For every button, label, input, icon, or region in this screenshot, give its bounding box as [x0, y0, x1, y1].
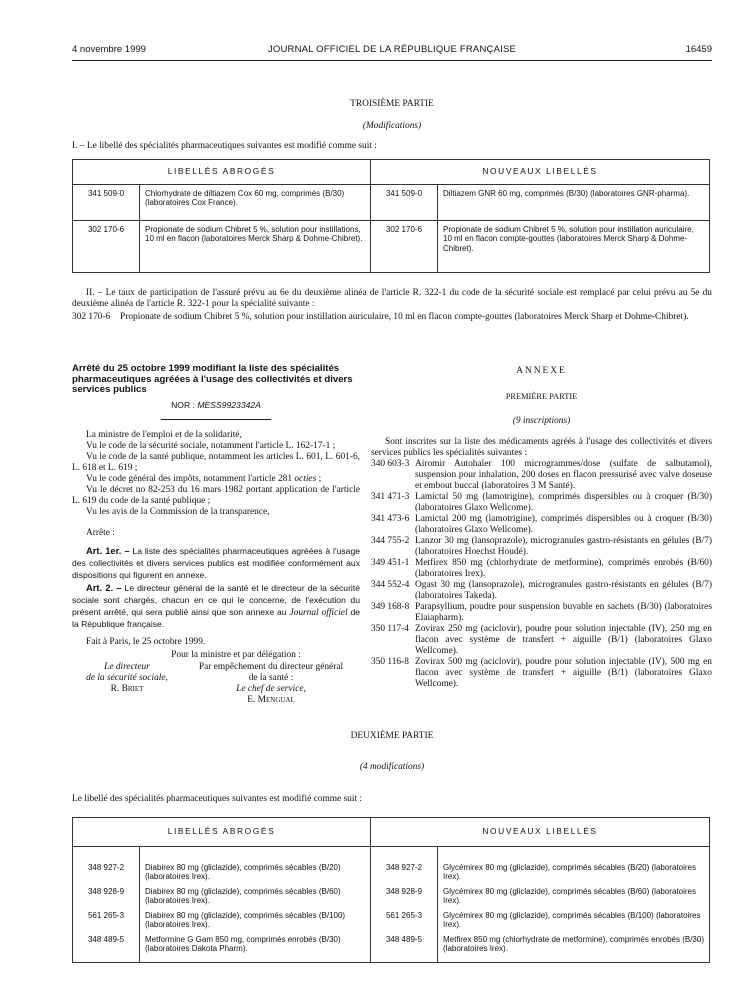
- text-old: Chlorhydrate de diltiazem Cox 60 mg, comprimés (B/30) (laboratoires Cox France).: [140, 184, 371, 220]
- part-two-subtitle: (4 modifications): [359, 762, 425, 772]
- code-new: 348 489-5: [371, 934, 438, 963]
- part-three-intro: I. – Le libellé des spécialités pharmaceutiques suivantes est modifié comme suit :: [72, 141, 377, 151]
- inscription-code: 344 552-4: [371, 580, 410, 590]
- page-number: 16459: [685, 44, 712, 55]
- inscription-code: 341 473-6: [371, 514, 410, 524]
- issue-date: 4 novembre 1999: [72, 44, 146, 55]
- list-item: [371, 624, 712, 657]
- inscription-text: Ogast 30 mg (lansoprazole), microgranules gastro-résistants en gélules (B/7) (laboratoires Takeda).: [415, 580, 712, 601]
- title-rule: [161, 419, 271, 420]
- inscription-code: 344 755-2: [371, 536, 410, 546]
- table-row: [73, 846, 710, 886]
- paragraph-ii-entry: [72, 312, 712, 323]
- text-new: Glycémirex 80 mg (gliclazide), comprimés sécables (B/20) (laboratoires Irex).: [438, 846, 710, 886]
- text-old: Metformine G Gam 850 mg, comprimés enrobés (B/30) (laboratoires Dakota Pharm).: [140, 934, 371, 963]
- annexe-title: ANNEXE: [516, 366, 567, 376]
- table-head-nouveaux: NOUVEAUX LIBELLÉS: [371, 160, 710, 185]
- inscription-text: Metfirex 850 mg (chlorhydrate de metformine), comprimés enrobés (B/60) (laboratoires Irex).: [415, 558, 712, 579]
- nor-label: NOR :: [171, 399, 195, 410]
- inscription-text: Lamictal 200 mg (lamotrigine), comprimés dispersibles ou à croquer (B/30) (laboratoires Glaxo Wellcome).: [415, 514, 712, 535]
- code-new: 561 265-3: [371, 910, 438, 934]
- annexe-part: PREMIÈRE PARTIE: [505, 392, 578, 401]
- text-old: Diabirex 80 mg (gliclazide), comprimés sécables (B/100) (laboratoires Irex).: [140, 910, 371, 934]
- table-row: [73, 910, 710, 934]
- text-new: Metfirex 850 mg (chlorhydrate de metformine), comprimés enrobés (B/30) (laboratoires Irex).: [438, 934, 710, 963]
- nor-line: [72, 400, 360, 411]
- annexe-sub: (9 inscriptions): [512, 416, 571, 426]
- list-item: [371, 459, 712, 492]
- arrete-label: Arrête :: [86, 527, 115, 538]
- code-old: 302 170-6: [73, 220, 140, 272]
- signature-right: Par empêchement du directeur général de la santé : Le chef de service, E. Mengual: [182, 662, 360, 706]
- list-item: [371, 514, 712, 536]
- code-new: 302 170-6: [371, 220, 438, 272]
- list-item: [371, 657, 712, 690]
- list-item: [371, 558, 712, 580]
- inscription-code: 350 116-8: [371, 657, 409, 667]
- text-old: Diabirex 80 mg (gliclazide), comprimés sécables (B/20) (laboratoires Irex).: [140, 846, 371, 886]
- signature-left: Le directeur de la sécurité sociale, R. Briet: [72, 662, 182, 706]
- running-header: [72, 44, 712, 58]
- signatory-briet: R. Briet: [110, 683, 144, 694]
- code-old: 348 928-9: [73, 886, 140, 910]
- entry-code: 302 170-6: [72, 312, 111, 322]
- article-1-label: Art. 1er. –: [86, 544, 130, 556]
- visa-4: Vu le décret no 82-253 du 16 mars 1982 portant application de l'article L. 619 du code de la santé publique ;: [72, 484, 360, 506]
- annexe-intro: Sont inscrites sur la liste des médicaments agréés à l'usage des collectivités et divers services publics les spécialités suivantes :: [371, 437, 712, 458]
- signatures: [72, 662, 360, 706]
- signatory-mengual: E. Mengual: [247, 694, 295, 705]
- table-head-abroges: LIBELLÉS ABROGÉS: [73, 818, 371, 847]
- part-three-title: TROISIÈME PARTIE: [350, 99, 434, 109]
- inscription-code: 350 117-4: [371, 624, 409, 634]
- inscription-text: Zovirax 500 mg (aciclovir), poudre pour solution injectable (IV), 500 mg en flacon avec système de transfert + aiguille (B/1) (laboratoires Glaxo Wellcome).: [415, 657, 712, 689]
- inscription-text: Zovirax 250 mg (aciclovir), poudre pour solution injectable (IV), 250 mg en flacon avec système de transfert + aiguille (B/1) (laboratoires Glaxo Wellcome).: [415, 624, 712, 656]
- inscription-code: 341 471-3: [371, 492, 410, 502]
- table-head-nouveaux: NOUVEAUX LIBELLÉS: [371, 818, 710, 847]
- arrete-title: Arrêté du 25 octobre 1999 modifiant la liste des spécialités pharmaceutiques agréées à l'usage des collectivités et divers services publics: [72, 363, 353, 395]
- table-row: [73, 220, 710, 272]
- entry-text: Propionate de sodium Chibret 5 %, solution pour instillation auriculaire, 10 ml en flacon compte-gouttes (laboratoires Merck Sharp et Dohme-Chibret).: [120, 312, 689, 322]
- inscription-text: Airomir Autohaler 100 microgrammes/dose (sulfate de salbutamol), suspension pour inhalation, 200 doses en flacon pressurisé avec valve doseuse et embout buccal (laboratoires 3 M Santé).: [415, 459, 712, 491]
- code-old: 341 509-0: [73, 184, 140, 220]
- journal-title: JOURNAL OFFICIEL DE LA RÉPUBLIQUE FRANÇAISE: [267, 44, 517, 55]
- inscription-text: Lamictal 50 mg (lamotrigine), comprimés dispersibles ou à croquer (B/30) (laboratoires Glaxo Wellcome).: [415, 492, 712, 513]
- code-old: 348 927-2: [73, 846, 140, 886]
- paragraph-ii: II. – Le taux de participation de l'assuré prévu au 6e du deuxième alinéa de l'article R. 322-1 du code de la sécurité sociale est remplacé par celui prévu au 5e du deuxième alinéa de l'article R. 322-1 pour la spécialité suivante :: [72, 288, 712, 309]
- list-item: [371, 580, 712, 602]
- code-old: 561 265-3: [73, 910, 140, 934]
- fait-a-paris: Fait à Paris, le 25 octobre 1999.: [86, 636, 206, 647]
- text-old: Diabirex 80 mg (gliclazide), comprimés sécables (B/60) (laboratoires Irex).: [140, 886, 371, 910]
- text-new: Diltiazem GNR 60 mg, comprimés (B/30) (laboratoires GNR-pharma).: [438, 184, 710, 220]
- delegation-line: Pour la ministre et par délégation :: [171, 649, 301, 660]
- visa-3: Vu le code général des impôts, notamment l'article 281 octies ;: [86, 473, 322, 484]
- article-1: Art. 1er. – La liste des spécialités pharmaceutiques agréées à l'usage des collectivités et divers services publics est modifiée conformément aux dispositions qui figurent en annexe.: [72, 544, 361, 580]
- part-two-intro: Le libellé des spécialités pharmaceutiques suivantes est modifié comme suit :: [72, 794, 363, 804]
- text-new: Glycémirex 80 mg (gliclazide), comprimés sécables (B/60) (laboratoires Irex).: [438, 886, 710, 910]
- part-three-subtitle: (Modifications): [362, 121, 422, 131]
- list-item: [371, 602, 712, 624]
- code-old: 348 489-5: [73, 934, 140, 963]
- inscription-text: Lanzor 30 mg (lansoprazole), microgranules gastro-résistants en gélules (B/7) (laboratoires Hoechst Houdé).: [415, 536, 712, 557]
- inscription-text: Parapsyllium, poudre pour suspension buvable en sachets (B/30) (laboratoires Elaiapharm).: [415, 602, 712, 623]
- table-row: [73, 934, 710, 963]
- part-two-title: DEUXIÈME PARTIE: [350, 731, 434, 741]
- visa-5: Vu les avis de la Commission de la transparence,: [86, 506, 270, 517]
- code-new: 348 927-2: [371, 846, 438, 886]
- part-three-table: [72, 159, 710, 273]
- table-row: [73, 886, 710, 910]
- table-row: [73, 184, 710, 220]
- inscription-code: 349 451-1: [371, 558, 410, 568]
- header-rule: [72, 60, 712, 61]
- article-2: Art. 2. – Le directeur général de la santé et le directeur de la sécurité sociale sont chargés, chacun en ce qui le concerne, de l'exécution du présent arrêté, qui sera publié ainsi que son annexe au Journal officiel de la République française.: [72, 581, 361, 629]
- list-item: [371, 492, 712, 514]
- article-2-label: Art. 2. –: [86, 581, 122, 593]
- visa-ministre: La ministre de l'emploi et de la solidarité,: [86, 429, 242, 440]
- code-new: 341 509-0: [371, 184, 438, 220]
- left-column: [72, 364, 360, 706]
- inscription-code: 349 168-8: [371, 602, 410, 612]
- list-item: [371, 536, 712, 558]
- inscription-code: 340 603-3: [371, 459, 410, 469]
- text-new: Glycémirex 80 mg (gliclazide), comprimés sécables (B/100) (laboratoires Irex).: [438, 910, 710, 934]
- right-column: [371, 366, 712, 690]
- text-old: Propionate de sodium Chibret 5 %, solution pour instillations, 10 ml en flacon (laboratoires Merck Sharp & Dohme-Chibret).: [140, 220, 371, 272]
- visa-2: Vu le code de la santé publique, notamment les articles L. 601, L. 601-6, L. 618 et L. 619 ;: [72, 451, 360, 473]
- nor-value: MESS9923342A: [197, 399, 261, 410]
- text-new: Propionate de sodium Chibret 5 %, solution pour instillation auriculaire, 10 ml en flacon compte-gouttes (laboratoires Merck Sharp & Dohme-Chibret).: [438, 220, 710, 272]
- table-head-abroges: LIBELLÉS ABROGÉS: [73, 160, 371, 185]
- code-new: 348 928-9: [371, 886, 438, 910]
- visa-1: Vu le code de la sécurité sociale, notamment l'article L. 162-17-1 ;: [86, 440, 336, 451]
- part-two-table: [72, 817, 710, 963]
- inscription-list: [371, 459, 712, 690]
